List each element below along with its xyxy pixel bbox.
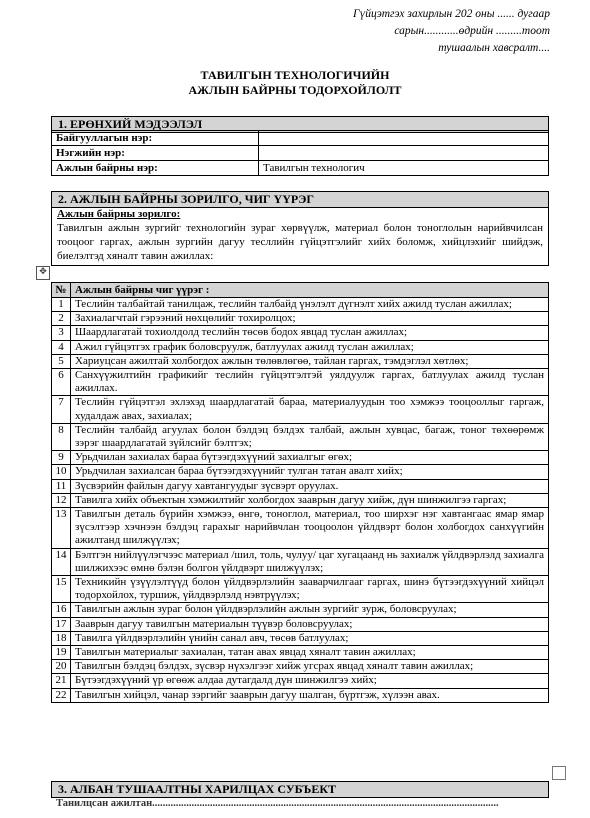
duty-text: Теслийн талбайд агуулах болон бэлдэц бэлдэх талбай, ажлын хувцас, багаж, тоног төхөөрөмж зэрэг шаардлагатай зүйлсийг бэлтгэх; xyxy=(71,423,549,450)
purpose-title: Ажлын байрны зорилго: xyxy=(57,208,181,220)
title-line-1: ТАВИЛГЫН ТЕХНОЛОГИЧИЙН xyxy=(200,68,390,82)
approval-note xyxy=(290,6,550,57)
table-row xyxy=(52,451,549,465)
duty-number: 22 xyxy=(52,688,71,702)
section-1-heading: 1. ЕРӨНХИЙ МЭДЭЭЛЭЛ xyxy=(51,116,549,133)
duty-text: Тавилга хийх объектын хэмжилтийг холбогдох зааврын дагуу хийж, дүн шинжилгээ гаргах; xyxy=(71,493,549,507)
duty-text: Тавилгын материалыг захиалан, татан авах явцад хяналт тавин ажиллах; xyxy=(71,646,549,660)
table-row xyxy=(52,326,549,340)
duty-number: 3 xyxy=(52,326,71,340)
duty-text: Ажил гүйцэтгэх график боловсруулж, батлуулах ажилд туслан ажиллах; xyxy=(71,340,549,354)
table-row xyxy=(52,660,549,674)
table-row xyxy=(52,576,549,603)
table-row xyxy=(52,603,549,617)
title-line-2: АЖЛЫН БАЙРНЫ ТОДОРХОЙЛОЛТ xyxy=(188,83,402,97)
table-row xyxy=(52,396,549,423)
table-row xyxy=(52,465,549,479)
document-title xyxy=(0,68,590,98)
duty-number: 7 xyxy=(52,396,71,423)
approval-line-1: Гүйцэтгэх захирлын 202 оны ...... дугаар xyxy=(353,8,550,20)
duty-text: Тавилгын деталь бүрийн хэмжээ, өнгө, тоноглол, материал, тоо ширхэг нэг хавтангаас ямар ямар зүсэлтээр хэчнээн бэлдэц гарахыг нарийвчлан тооцоолон үйлдвэрт болон холбогдох санхүүгийн ажилтанд шилжүүлэх; xyxy=(71,508,549,549)
org-name-value[interactable] xyxy=(259,131,549,146)
duty-number: 4 xyxy=(52,340,71,354)
table-resize-handle[interactable] xyxy=(552,766,566,780)
duty-text: Техникийн үзүүлэлтүүд болон үйлдвэрлэлийн зааварчилгааг гаргах, шинэ бүтээгдэхүүний хийцэл тодорхойлох, туршиж, үйлдвэрлэлд нэвтрүүлэх; xyxy=(71,576,549,603)
table-row xyxy=(52,631,549,645)
unit-name-label: Нэгжийн нэр: xyxy=(52,146,259,161)
table-row xyxy=(52,340,549,354)
table-row xyxy=(52,688,549,702)
duty-number: 5 xyxy=(52,354,71,368)
duty-number: 10 xyxy=(52,465,71,479)
duty-text: Захиалагчтай гэрээний нөхцөлийг тохиролцох; xyxy=(71,312,549,326)
general-info-table xyxy=(51,130,549,176)
acknowledgement-line: Танилцсан ажилтан.................................................................................................................................... xyxy=(56,798,499,809)
duty-text: Тавилгын хийцэл, чанар зэргийг зааврын дагуу шалган, бүртгэж, хүлээн авах. xyxy=(71,688,549,702)
duty-text: Бэлтгэн нийлүүлэгчээс материал /шил, толь, чулуу/ цаг хугацаанд нь захиалж үйлдвэрлэлд захиалга шилжихээс өмнө бэлэн болгон үйлдвэрт шилжүүлэх; xyxy=(71,548,549,575)
table-row xyxy=(52,548,549,575)
duty-number: 9 xyxy=(52,451,71,465)
table-row xyxy=(52,354,549,368)
org-name-label: Байгууллагын нэр: xyxy=(52,131,259,146)
table-row xyxy=(52,617,549,631)
duty-number: 13 xyxy=(52,508,71,549)
table-move-handle-icon[interactable]: ✥ xyxy=(36,266,50,280)
duty-number: 19 xyxy=(52,646,71,660)
duty-text: Тавилгын ажлын зураг болон үйлдвэрлэлийн ажлын зургийг зурж, боловсруулах; xyxy=(71,603,549,617)
duties-header-number: № xyxy=(52,283,71,298)
duty-text: Теслийн талбайтай танилцаж, теслийн талбайд үнэлэлт дүгнэлт хийх ажилд туслан ажиллах; xyxy=(71,298,549,312)
table-row xyxy=(52,161,549,176)
duty-text: Урьдчилан захиалах бараа бүтээгдэхүүний захиалгыг өгөх; xyxy=(71,451,549,465)
unit-name-value[interactable] xyxy=(259,146,549,161)
table-row xyxy=(52,423,549,450)
duty-text: Шаардлагатай тохиолдолд теслийн төсөв бодох явцад туслан ажиллах; xyxy=(71,326,549,340)
purpose-block xyxy=(51,206,549,266)
table-row xyxy=(52,298,549,312)
purpose-text: Тавилгын ажлын зургийг технологийн зураг хөрвүүлж, материал болон тоноглолын нарийвчилсан тооцоог гаргах, ажлын зургийн дагуу тесллийн гүйцэтгэлийг хийх боломж, хийцлэхийг шийдэж, биелэлтэд хяналт тавин ажиллах: xyxy=(57,222,543,262)
section-2-heading: 2. АЖЛЫН БАЙРНЫ ЗОРИЛГО, ЧИГ ҮҮРЭГ xyxy=(51,191,549,208)
duty-number: 18 xyxy=(52,631,71,645)
table-row xyxy=(52,146,549,161)
duty-number: 11 xyxy=(52,479,71,493)
duty-text: Тавилгын бэлдэц бэлдэх, зүсвэр нүхэлгээг хийж угсрах явцад хяналт тавин ажиллах; xyxy=(71,660,549,674)
duty-number: 8 xyxy=(52,423,71,450)
table-row xyxy=(52,508,549,549)
position-name-value[interactable]: Тавилгын технологич xyxy=(259,161,549,176)
duty-text: Санхүүжилтийн графикийг теслийн гүйцэтгэлтэй уялдуулж гаргах, батлуулах ажилд туслан ажиллах. xyxy=(71,369,549,396)
approval-line-3: тушаалын хавсралт.... xyxy=(438,42,550,54)
duty-number: 12 xyxy=(52,493,71,507)
approval-line-2: сарын............өдрийн .........тоот xyxy=(394,25,550,37)
position-name-label: Ажлын байрны нэр: xyxy=(52,161,259,176)
table-row xyxy=(52,493,549,507)
duty-number: 17 xyxy=(52,617,71,631)
duty-number: 6 xyxy=(52,369,71,396)
table-row xyxy=(52,646,549,660)
duty-text: Теслийн гүйцэтгэл эхлэхэд шаардлагатай бараа, материалуудын тоо хэмжээ тооцооллыг гаргаж, худалдаж авах, захиалах; xyxy=(71,396,549,423)
duties-header-title: Ажлын байрны чиг үүрэг : xyxy=(71,283,549,298)
duties-table xyxy=(51,282,549,703)
duty-text: Бүтээгдэхүүний үр өгөөж алдаа дутагдалд дүн шинжилгээ хийх; xyxy=(71,674,549,688)
table-row xyxy=(52,312,549,326)
duties-header-row xyxy=(52,283,549,298)
duty-text: Урьдчилан захиалсан бараа бүтээгдэхүүнийг тулган татан авалт хийх; xyxy=(71,465,549,479)
duty-number: 16 xyxy=(52,603,71,617)
duty-text: Зааврын дагуу тавилгын материалын түүвэр боловсруулах; xyxy=(71,617,549,631)
section-3-heading: 3. АЛБАН ТУШААЛТНЫ ХАРИЛЦАХ СУБЪЕКТ xyxy=(51,781,549,798)
duty-text: Тавилга үйлдвэрлэлийн үнийн санал авч, төсөв батлуулах; xyxy=(71,631,549,645)
table-row xyxy=(52,674,549,688)
duty-text: Зүсвэрийн файлын дагуу хавтангуудыг зүсвэрт оруулах. xyxy=(71,479,549,493)
table-row xyxy=(52,479,549,493)
duty-number: 20 xyxy=(52,660,71,674)
duty-number: 2 xyxy=(52,312,71,326)
duty-number: 14 xyxy=(52,548,71,575)
duty-number: 15 xyxy=(52,576,71,603)
duty-number: 21 xyxy=(52,674,71,688)
table-row xyxy=(52,369,549,396)
table-row xyxy=(52,131,549,146)
duty-number: 1 xyxy=(52,298,71,312)
duty-text: Хариуцсан ажилтай холбогдох ажлын төлөвлөгөө, тайлан гаргах, тэмдэглэл хөтлөх; xyxy=(71,354,549,368)
